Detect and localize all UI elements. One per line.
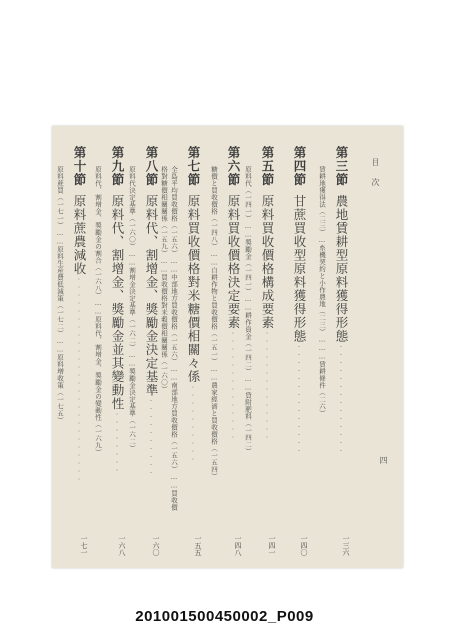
leader-dots: ········ <box>113 410 121 475</box>
toc-entry <box>258 146 277 556</box>
toc-entry <box>142 146 161 556</box>
page-number: 一七一 <box>80 535 88 556</box>
toc-entry <box>290 146 309 556</box>
page-number: 一五五 <box>194 535 202 556</box>
leader-dots: ·············· <box>337 343 345 455</box>
section-label: 第十節 <box>72 146 87 187</box>
leader-dots: ·········· <box>189 383 197 464</box>
section-title: 原料代、割增金、獎勵金決定基準 <box>144 194 159 397</box>
toc-entry <box>70 146 89 556</box>
section-label: 第八節 <box>144 146 159 187</box>
subtopic-line: 原料代決定基準（一六〇）……割增金決定基準（一六二）……獎勵金決定基準（一六二） <box>128 166 136 452</box>
contents-header: 目 次 <box>371 158 380 188</box>
section-title: 原料買收價格構成要素 <box>260 194 275 330</box>
leader-dots: ·············· <box>263 329 271 442</box>
section-title: 原料蔗農減收 <box>72 194 87 276</box>
leader-dots: ·························· <box>75 275 83 484</box>
section-title: 原料買收價格對米糖價相關々係 <box>186 194 201 384</box>
subtopic-line: 糖價と買收價格（一四八）……自耕作物と買收價格（一五一）……農家經濟と買收價格（一五四） <box>210 166 218 480</box>
book-page <box>52 126 403 568</box>
toc-entry <box>108 146 127 556</box>
section-title: 農地賃耕型原料獲得形態 <box>334 194 349 343</box>
subtopic-line: 原料代、割增金、獎勵金の割合（一六八）……原料代、割增金、獎勵金の變動性（一六九） <box>94 166 102 456</box>
page-corner-number: 四 <box>379 456 388 466</box>
image-caption: 201001500450002_P009 <box>135 608 314 625</box>
subtopic-line: 原料代（一四一）……獎勵金（一四一）……耕作資金（一四二）……貸附肥料（一四二） <box>244 166 252 455</box>
toc-entry <box>224 146 243 556</box>
section-label: 第六節 <box>226 146 241 187</box>
section-label: 第三節 <box>334 146 349 187</box>
toc-entry <box>332 146 351 556</box>
page-number: 一三六 <box>342 535 350 556</box>
section-label: 第九節 <box>110 146 125 187</box>
section-label: 第五節 <box>260 146 275 187</box>
leader-dots: ·············· <box>229 329 237 442</box>
section-label: 第七節 <box>186 146 201 187</box>
page-number: 一六〇 <box>152 535 160 556</box>
leader-dots: ·············· <box>295 343 303 455</box>
section-title: 原料代、割增金、獎勵金並其變動性 <box>110 194 125 411</box>
page-number: 一六八 <box>118 535 126 556</box>
toc-entry <box>184 146 203 556</box>
subtopic-line: 原料蔗買（一七一）……原料生産費低減策（一七二）……原料増收策（一七五） <box>56 166 64 424</box>
section-title: 甘蔗買收型原料獲得形態 <box>292 194 307 343</box>
page-number: 一四一 <box>268 535 276 556</box>
subtopic-line: 全島平均買收價格（一五六）……中部地方買收價格（一五六）……南部地方買收價格（一五六）……買收價 <box>170 166 178 511</box>
subtopic-line: 賃耕地獲得法（二三）…糸機契約と小作農地（二三）………賃耕條件（二六） <box>318 166 326 417</box>
section-label: 第四節 <box>292 146 307 187</box>
leader-dots: ·········· <box>147 397 155 477</box>
subtopic-line: 格對糖價相關關係（一五九）……買收價格對米穀價相關關係（一六〇） <box>160 166 168 393</box>
page-number: 一四〇 <box>300 535 308 556</box>
page-number: 一四八 <box>234 535 242 556</box>
section-title: 原料買收價格決定要素 <box>226 194 241 330</box>
